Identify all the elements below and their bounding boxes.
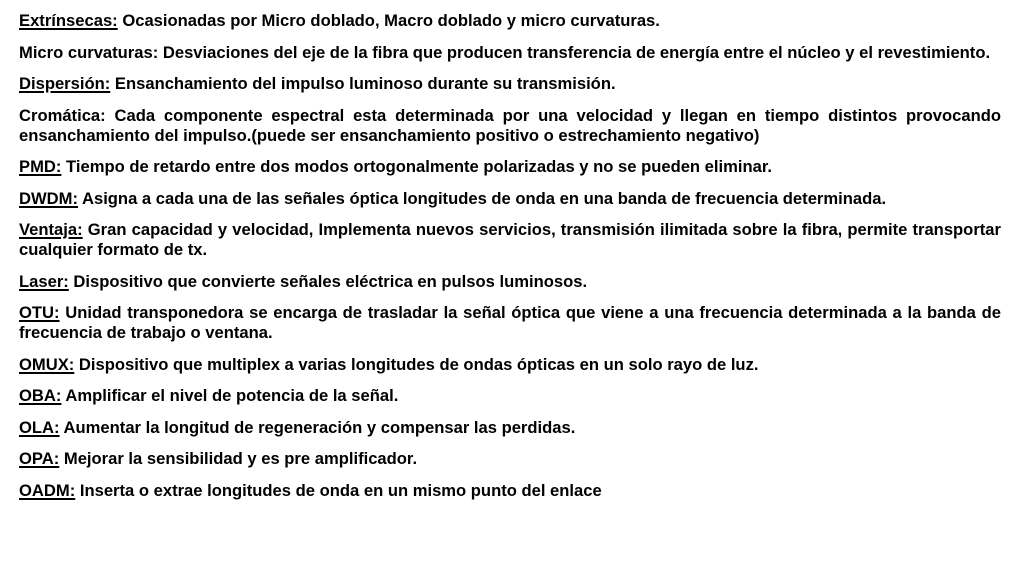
term-dispersion: Dispersión: <box>19 74 111 93</box>
definition-micro-curvaturas: Micro curvaturas: Desviaciones del eje de la fibra que producen transferencia de energía entre el núcleo y el revestimiento. <box>19 42 991 62</box>
term-opa: OPA: <box>19 449 60 468</box>
term-otu: OTU: <box>19 303 60 322</box>
term-ola: OLA: <box>19 417 60 437</box>
entry-oba <box>19 386 1001 406</box>
entry-laser <box>19 272 1001 292</box>
entry-extrinsecas <box>19 11 1001 31</box>
definition-dispersion: Ensanchamiento del impulso luminoso durante su transmisión. <box>110 74 616 93</box>
term-omux: OMUX: <box>19 354 75 374</box>
term-laser: Laser: <box>19 271 69 291</box>
definition-laser: Dispositivo que convierte señales eléctrica en pulsos luminosos. <box>68 271 588 291</box>
term-extrinsecas: Extrínsecas: <box>19 11 118 30</box>
entry-ventaja <box>19 220 1001 260</box>
definition-ventaja: Gran capacidad y velocidad, Implementa nuevos servicios, transmisión ilimitada sobre la fibra, permite transportar cualquier formato de tx. <box>19 220 1001 259</box>
entry-otu <box>19 303 1001 343</box>
entry-cromatica <box>19 106 1001 146</box>
definition-ola: Aumentar la longitud de regeneración y compensar las perdidas. <box>59 417 576 437</box>
term-oba: OBA: <box>19 386 62 405</box>
definition-oba: Amplificar el nivel de potencia de la señal. <box>61 386 399 405</box>
definition-pmd: Tiempo de retardo entre dos modos ortogonalmente polarizadas y no se pueden eliminar. <box>61 157 773 176</box>
term-pmd: PMD: <box>19 157 62 176</box>
entry-oadm <box>19 481 1001 501</box>
entry-pmd <box>19 157 1001 177</box>
term-dwdm: DWDM: <box>19 188 78 208</box>
entry-omux <box>19 355 1001 375</box>
term-ventaja: Ventaja: <box>19 220 83 239</box>
entry-ola <box>19 418 1001 438</box>
entry-micro-curvaturas <box>19 43 1001 63</box>
definition-cromatica: Cromática: Cada componente espectral esta determinada por una velocidad y llegan en tiempo distintos provocando ensanchamiento del impulso.(puede ser ensanchamiento positivo o estrechamiento negativo) <box>19 105 1001 145</box>
definition-extrinsecas: Ocasionadas por Micro doblado, Macro doblado y micro curvaturas. <box>117 11 660 30</box>
slide-body <box>19 11 1001 512</box>
definition-dwdm: Asigna a cada una de las señales óptica longitudes de onda en una banda de frecuencia determinada. <box>77 188 887 208</box>
entry-opa <box>19 449 1001 469</box>
entry-dispersion <box>19 74 1001 94</box>
definition-opa: Mejorar la sensibilidad y es pre amplificador. <box>59 449 418 468</box>
definition-omux: Dispositivo que multiplex a varias longitudes de ondas ópticas en un solo rayo de luz. <box>74 354 759 374</box>
definition-oadm: Inserta o extrae longitudes de onda en un mismo punto del enlace <box>75 480 602 500</box>
entry-dwdm <box>19 189 1001 209</box>
definition-otu: Unidad transponedora se encarga de trasladar la señal óptica que viene a una frecuencia determinada a la banda de frecuencia de trabajo o ventana. <box>19 303 1001 342</box>
term-oadm: OADM: <box>19 480 76 500</box>
